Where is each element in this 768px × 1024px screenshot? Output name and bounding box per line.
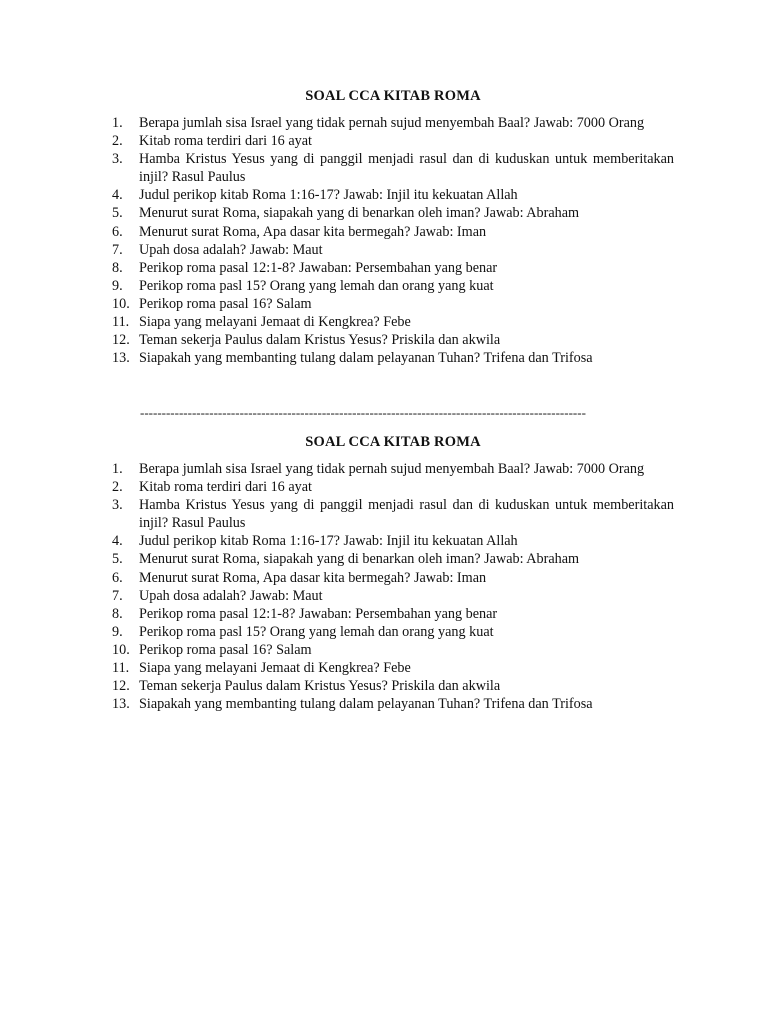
section-title: SOAL CCA KITAB ROMA — [305, 434, 481, 450]
question-item — [112, 659, 674, 677]
question-number: 7. — [112, 241, 123, 258]
question-item — [112, 569, 674, 587]
question-number: 2. — [112, 479, 123, 496]
question-item — [112, 550, 674, 568]
question-text: Perikop roma pasl 15? Orang yang lemah dan orang yang kuat — [139, 277, 494, 294]
question-number: 13. — [112, 696, 130, 713]
question-item — [112, 114, 674, 132]
question-number: 3. — [112, 497, 123, 514]
question-number: 10. — [112, 295, 130, 312]
section-title: SOAL CCA KITAB ROMA — [305, 88, 481, 104]
question-number: 3. — [112, 151, 123, 168]
question-item — [112, 277, 674, 295]
question-item — [112, 132, 674, 150]
question-number: 5. — [112, 205, 123, 222]
question-text: Menurut surat Roma, Apa dasar kita bermegah? Jawab: Iman — [139, 223, 487, 240]
question-item — [112, 695, 674, 713]
question-item — [112, 331, 674, 349]
quiz-section-1 — [112, 86, 674, 367]
question-text: Teman sekerja Paulus dalam Kristus Yesus? Priskila dan akwila — [139, 332, 501, 349]
question-text: Perikop roma pasal 16? Salam — [139, 641, 312, 658]
question-item — [112, 460, 674, 478]
question-text: Siapa yang melayani Jemaat di Kengkrea? Febe — [139, 314, 411, 331]
question-item — [112, 605, 674, 623]
question-number: 11. — [112, 660, 130, 677]
question-item — [112, 223, 674, 241]
question-number: 11. — [112, 314, 130, 331]
question-item — [112, 186, 674, 204]
question-number: 4. — [112, 187, 123, 204]
question-number: 12. — [112, 332, 130, 349]
question-text: Judul perikop kitab Roma 1:16-17? Jawab: Injil itu kekuatan Allah — [139, 533, 518, 550]
question-number: 6. — [112, 569, 123, 586]
question-number: 4. — [112, 533, 123, 550]
question-number: 6. — [112, 223, 123, 240]
question-item — [112, 496, 674, 532]
question-text: Judul perikop kitab Roma 1:16-17? Jawab: Injil itu kekuatan Allah — [139, 187, 518, 204]
question-item — [112, 313, 674, 331]
question-text: Siapa yang melayani Jemaat di Kengkrea? Febe — [139, 660, 411, 677]
dashed-separator: ------------------------------------------------------------------------------------------------------- — [140, 405, 586, 420]
question-number: 13. — [112, 350, 130, 367]
question-text: Upah dosa adalah? Jawab: Maut — [139, 587, 323, 604]
question-text: Upah dosa adalah? Jawab: Maut — [139, 241, 323, 258]
question-number: 8. — [112, 259, 123, 276]
question-item — [112, 150, 674, 186]
question-number: 12. — [112, 678, 130, 695]
question-item — [112, 295, 674, 313]
question-item — [112, 241, 674, 259]
question-list — [112, 460, 674, 713]
question-item — [112, 532, 674, 550]
question-text: Hamba Kristus Yesus yang di panggil menjadi rasul dan di kuduskan untuk memberitakan injil? Rasul Paulus — [139, 497, 674, 532]
question-number: 9. — [112, 623, 123, 640]
question-text: Menurut surat Roma, siapakah yang di benarkan oleh iman? Jawab: Abraham — [139, 205, 580, 222]
question-text: Siapakah yang membanting tulang dalam pelayanan Tuhan? Trifena dan Trifosa — [139, 350, 593, 367]
question-text: Perikop roma pasal 16? Salam — [139, 295, 312, 312]
question-item — [112, 623, 674, 641]
question-item — [112, 677, 674, 695]
question-item — [112, 478, 674, 496]
question-text: Perikop roma pasl 15? Orang yang lemah dan orang yang kuat — [139, 623, 494, 640]
question-number: 8. — [112, 605, 123, 622]
question-text: Berapa jumlah sisa Israel yang tidak pernah sujud menyembah Baal? Jawab: 7000 Orang — [139, 461, 645, 477]
question-text: Perikop roma pasal 12:1-8? Jawaban: Persembahan yang benar — [139, 605, 498, 622]
quiz-section-2 — [112, 432, 674, 713]
question-text: Menurut surat Roma, Apa dasar kita bermegah? Jawab: Iman — [139, 569, 487, 586]
question-text: Kitab roma terdiri dari 16 ayat — [139, 479, 312, 496]
question-list — [112, 114, 674, 367]
question-text: Menurut surat Roma, siapakah yang di benarkan oleh iman? Jawab: Abraham — [139, 551, 580, 568]
question-number: 1. — [112, 115, 123, 131]
question-number: 10. — [112, 641, 130, 658]
question-text: Berapa jumlah sisa Israel yang tidak pernah sujud menyembah Baal? Jawab: 7000 Orang — [139, 115, 645, 131]
question-text: Kitab roma terdiri dari 16 ayat — [139, 133, 312, 150]
question-number: 1. — [112, 461, 123, 477]
question-item — [112, 641, 674, 659]
question-item — [112, 204, 674, 222]
question-item — [112, 349, 674, 367]
question-item — [112, 587, 674, 605]
question-text: Siapakah yang membanting tulang dalam pelayanan Tuhan? Trifena dan Trifosa — [139, 696, 593, 713]
question-number: 9. — [112, 277, 123, 294]
question-number: 5. — [112, 551, 123, 568]
question-number: 2. — [112, 133, 123, 150]
question-text: Teman sekerja Paulus dalam Kristus Yesus? Priskila dan akwila — [139, 678, 501, 695]
question-item — [112, 259, 674, 277]
question-text: Perikop roma pasal 12:1-8? Jawaban: Persembahan yang benar — [139, 259, 498, 276]
question-text: Hamba Kristus Yesus yang di panggil menjadi rasul dan di kuduskan untuk memberitakan injil? Rasul Paulus — [139, 151, 674, 186]
question-number: 7. — [112, 587, 123, 604]
